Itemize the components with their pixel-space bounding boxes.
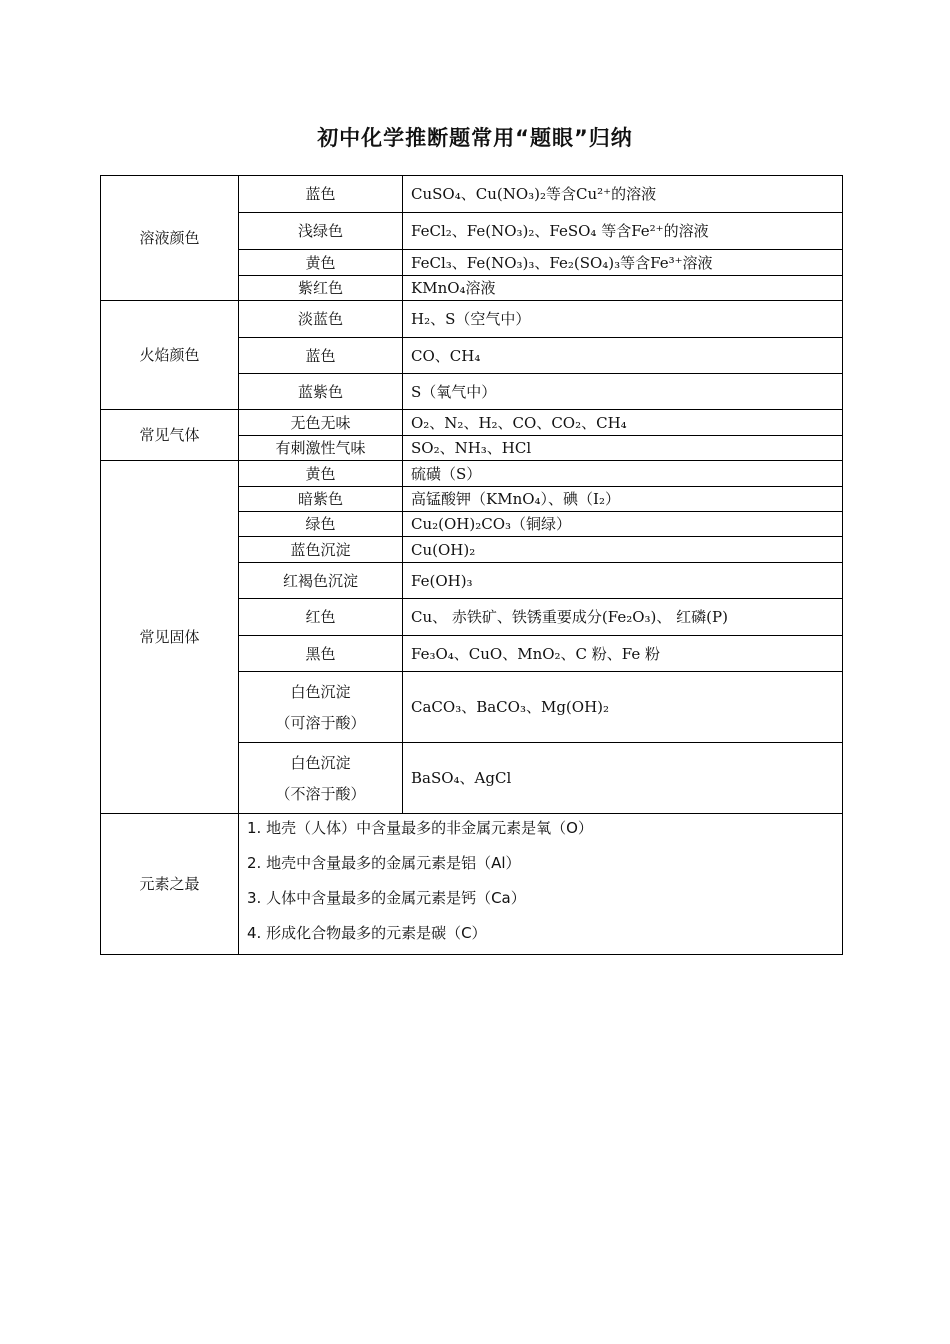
category-cell: 常见气体 — [101, 410, 239, 461]
value-cell: BaSO₄、AgCl — [403, 743, 843, 814]
value-cell: KMnO₄溶液 — [403, 276, 843, 301]
property-note: （不溶于酸） — [275, 784, 366, 803]
page-title: 初中化学推断题常用“题眼”归纳 — [317, 126, 633, 150]
value-cell: Cu(OH)₂ — [403, 537, 843, 563]
list-item: 2. 地壳中含量最多的金属元素是铝（Al） — [247, 854, 521, 872]
property-cell: 绿色 — [239, 512, 403, 537]
category-cell: 火焰颜色 — [101, 301, 239, 410]
property-cell: 有刺激性气味 — [239, 436, 403, 461]
property-cell: 蓝紫色 — [239, 374, 403, 410]
value-cell: CuSO₄、Cu(NO₃)₂等含Cu²⁺的溶液 — [403, 176, 843, 213]
value-cell: Fe₃O₄、CuO、MnO₂、C 粉、Fe 粉 — [403, 636, 843, 672]
table-row — [101, 176, 843, 213]
property-cell: 黄色 — [239, 250, 403, 276]
table-row — [101, 301, 843, 338]
value-cell: S（氧气中） — [403, 374, 843, 410]
property-cell — [239, 743, 403, 814]
property-label: 白色沉淀 — [290, 753, 351, 772]
property-cell: 紫红色 — [239, 276, 403, 301]
value-cell: Cu、 赤铁矿、铁锈重要成分(Fe₂O₃)、 红磷(P) — [403, 599, 843, 636]
element-facts-cell — [239, 814, 843, 955]
property-cell: 黄色 — [239, 461, 403, 487]
list-item: 1. 地壳（人体）中含量最多的非金属元素是氧（O） — [247, 819, 593, 837]
property-cell: 红色 — [239, 599, 403, 636]
property-cell: 蓝色 — [239, 176, 403, 213]
value-cell: H₂、S（空气中） — [403, 301, 843, 338]
value-cell: SO₂、NH₃、HCl — [403, 436, 843, 461]
table-row — [101, 461, 843, 487]
list-item: 3. 人体中含量最多的金属元素是钙（Ca） — [247, 889, 526, 907]
summary-table — [100, 175, 843, 955]
value-cell: 高锰酸钾（KMnO₄）、碘（I₂） — [403, 487, 843, 512]
property-cell: 无色无味 — [239, 410, 403, 436]
table-row — [101, 410, 843, 436]
value-cell: FeCl₃、Fe(NO₃)₃、Fe₂(SO₄)₃等含Fe³⁺溶液 — [403, 250, 843, 276]
value-cell: 硫磺（S） — [403, 461, 843, 487]
category-cell: 溶液颜色 — [101, 176, 239, 301]
value-cell: FeCl₂、Fe(NO₃)₂、FeSO₄ 等含Fe²⁺的溶液 — [403, 213, 843, 250]
property-cell: 浅绿色 — [239, 213, 403, 250]
property-cell: 黑色 — [239, 636, 403, 672]
property-label: 白色沉淀 — [290, 682, 351, 701]
property-cell — [239, 672, 403, 743]
list-item: 4. 形成化合物最多的元素是碳（C） — [247, 924, 487, 942]
property-note: （可溶于酸） — [275, 713, 366, 732]
value-cell: CaCO₃、BaCO₃、Mg(OH)₂ — [403, 672, 843, 743]
property-cell: 红褐色沉淀 — [239, 563, 403, 599]
value-cell: Fe(OH)₃ — [403, 563, 843, 599]
table-row — [101, 814, 843, 955]
value-cell: O₂、N₂、H₂、CO、CO₂、CH₄ — [403, 410, 843, 436]
property-cell: 蓝色 — [239, 338, 403, 374]
category-cell: 元素之最 — [101, 814, 239, 955]
property-cell: 淡蓝色 — [239, 301, 403, 338]
value-cell: CO、CH₄ — [403, 338, 843, 374]
property-cell: 蓝色沉淀 — [239, 537, 403, 563]
property-cell: 暗紫色 — [239, 487, 403, 512]
value-cell: Cu₂(OH)₂CO₃（铜绿） — [403, 512, 843, 537]
category-cell: 常见固体 — [101, 461, 239, 814]
